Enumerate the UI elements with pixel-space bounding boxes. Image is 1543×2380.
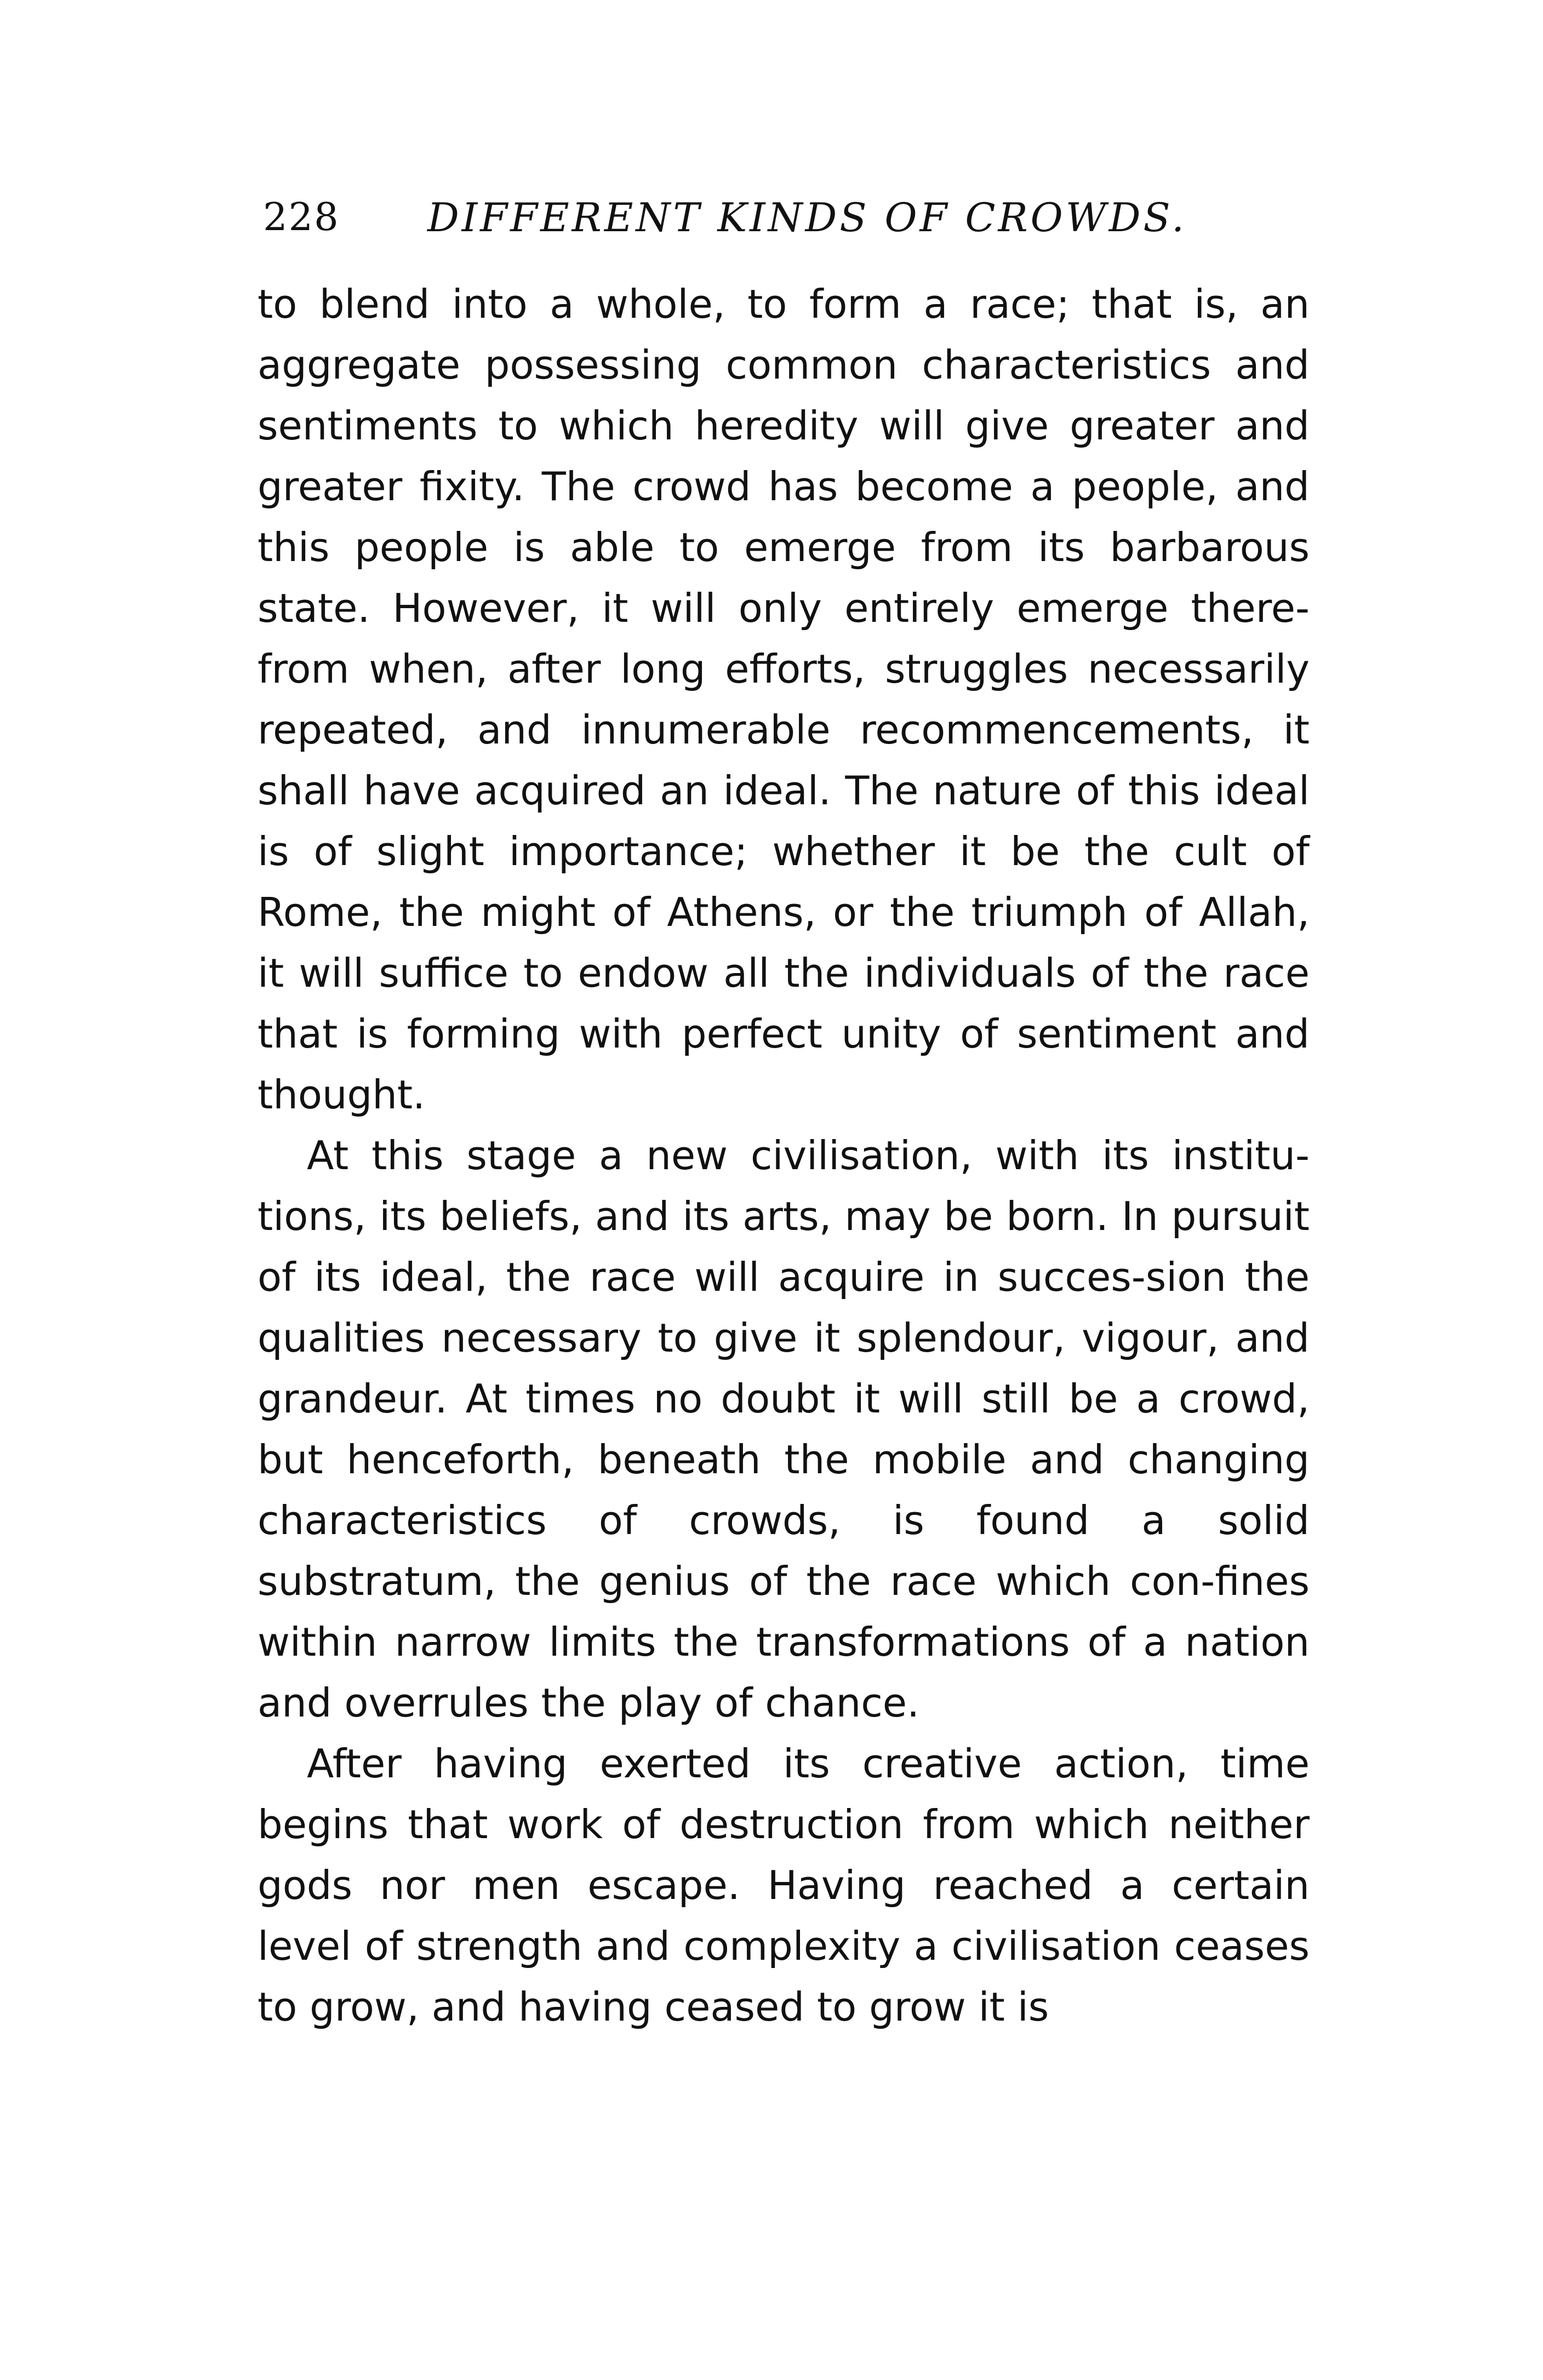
- paragraph: After having exerted its creative action, time begins that work of destruction from which neither gods nor men escape. Having reached a certain level of strength and complexity a civilisation ceases to grow, and having ceased to grow it is: [258, 1741, 1310, 2030]
- paragraph: At this stage a new civilisation, with its institu-tions, its beliefs, and its arts, may be born. In pursuit of its ideal, the race will acquire in succes-sion the qualities necessary to give it splendour, vigour, and grandeur. At times no doubt it will still be a crowd, but henceforth, beneath the mobile and changing characteristics of crowds, is found a solid substratum, the genius of the race which con-fines within narrow limits the transformations of a nation and overrules the play of chance.: [258, 1132, 1310, 1726]
- body-text: [258, 274, 1310, 2038]
- running-title: DIFFERENT KINDS OF CROWDS.: [427, 194, 1187, 241]
- running-head: [258, 181, 1310, 252]
- page-number: 228: [263, 194, 340, 239]
- book-page: [258, 181, 1310, 2038]
- paragraph-continued: to blend into a whole, to form a race; that is, an aggregate possessing common characteristics and sentiments to which heredity will give greater and greater fixity. The crowd has become a people, and this people is able to emerge from its barbarous state. However, it will only entirely emerge there-from when, after long efforts, struggles necessarily repeated, and innumerable recommencements, it shall have acquired an ideal. The nature of this ideal is of slight importance; whether it be the cult of Rome, the might of Athens, or the triumph of Allah, it will suffice to endow all the individuals of the race that is forming with perfect unity of sentiment and thought.: [258, 281, 1310, 1118]
